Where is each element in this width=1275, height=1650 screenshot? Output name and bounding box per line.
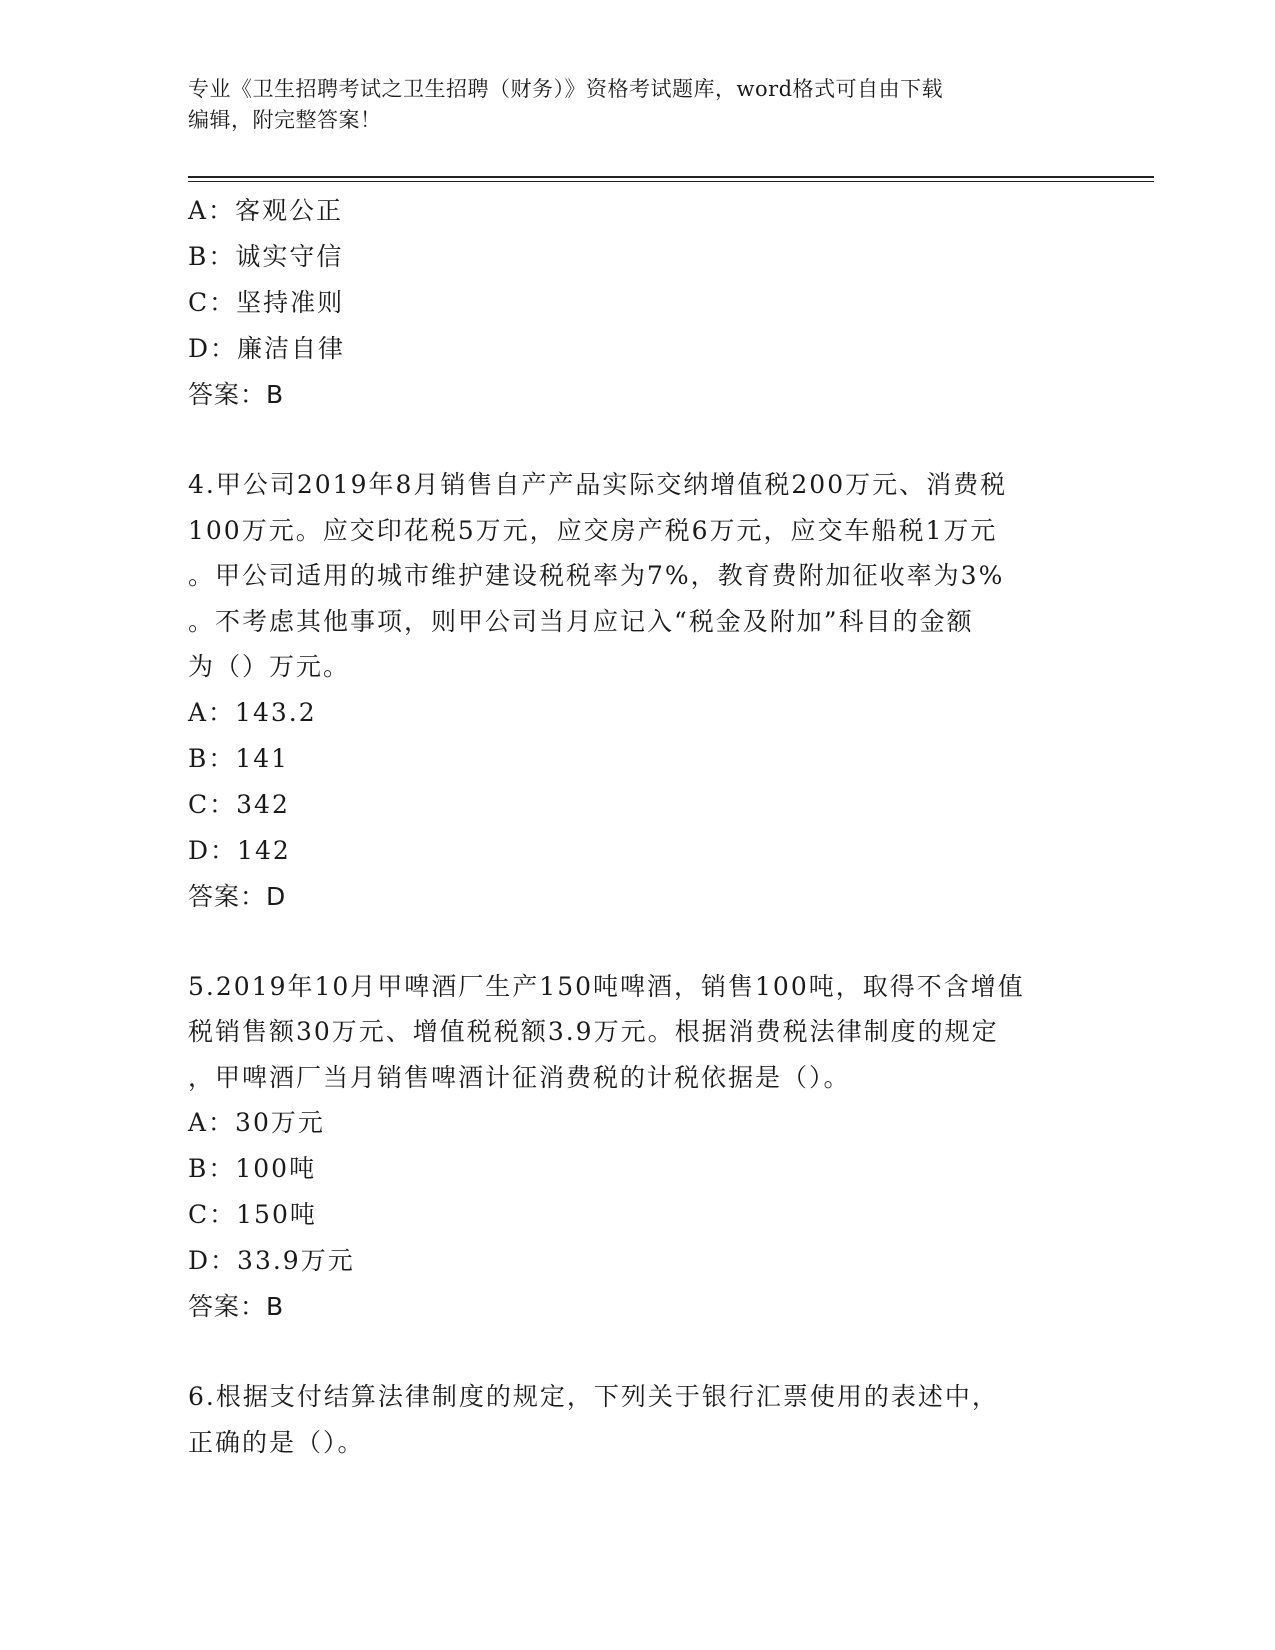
question-text: 5.2019年10月甲啤酒厂生产150吨啤酒，销售100吨，取得不含增值 税销售额30万元、增值税税额3.9万元。根据消费税法律制度的规定 ，甲啤酒厂当月销售啤酒计征消费税的计税依据是（）。 (188, 971, 1025, 1092)
option-c: C：坚持准则 (188, 288, 345, 317)
option-d: D：33.9万元 (188, 1246, 355, 1275)
option-c: C：342 (188, 789, 290, 819)
option-d: D：142 (188, 835, 291, 865)
document-body (188, 188, 1088, 1465)
question-text: 6.根据支付结算法律制度的规定，下列关于银行汇票使用的表述中， 正确的是（）。 (188, 1382, 999, 1457)
answer-line: 答案：B (188, 380, 285, 409)
answer-line: 答案：D (188, 881, 287, 911)
option-a: A：143.2 (188, 697, 317, 727)
question-3-tail (188, 188, 1088, 418)
page-header (188, 74, 1088, 136)
question-text: 4.甲公司2019年8月销售自产产品实际交纳增值税200万元、消费税 100万元。应交印花税5万元，应交房产税6万元，应交车船税1万元 。甲公司适用的城市维护建设税税率为7%，教育费附加征收率为3% 。不考虑其他事项，则甲公司当月应记入“税金及附加”科目的金额 为（）万元。 (188, 470, 1008, 681)
header-divider (188, 176, 1154, 182)
option-a: A：30万元 (188, 1108, 325, 1137)
answer-line: 答案：B (188, 1292, 285, 1321)
question-6 (188, 1374, 1088, 1465)
option-d: D：廉洁自律 (188, 334, 346, 363)
option-b: B：100吨 (188, 1154, 317, 1183)
question-5 (188, 964, 1088, 1331)
option-a: A：客观公正 (188, 196, 344, 225)
header-text: 专业《卫生招聘考试之卫生招聘（财务）》资格考试题库，word格式可自由下载 编辑，附完整答案！ (188, 77, 944, 132)
option-c: C：150吨 (188, 1200, 317, 1229)
option-b: B：141 (188, 743, 290, 773)
option-b: B：诚实守信 (188, 242, 344, 271)
question-4 (188, 462, 1088, 920)
